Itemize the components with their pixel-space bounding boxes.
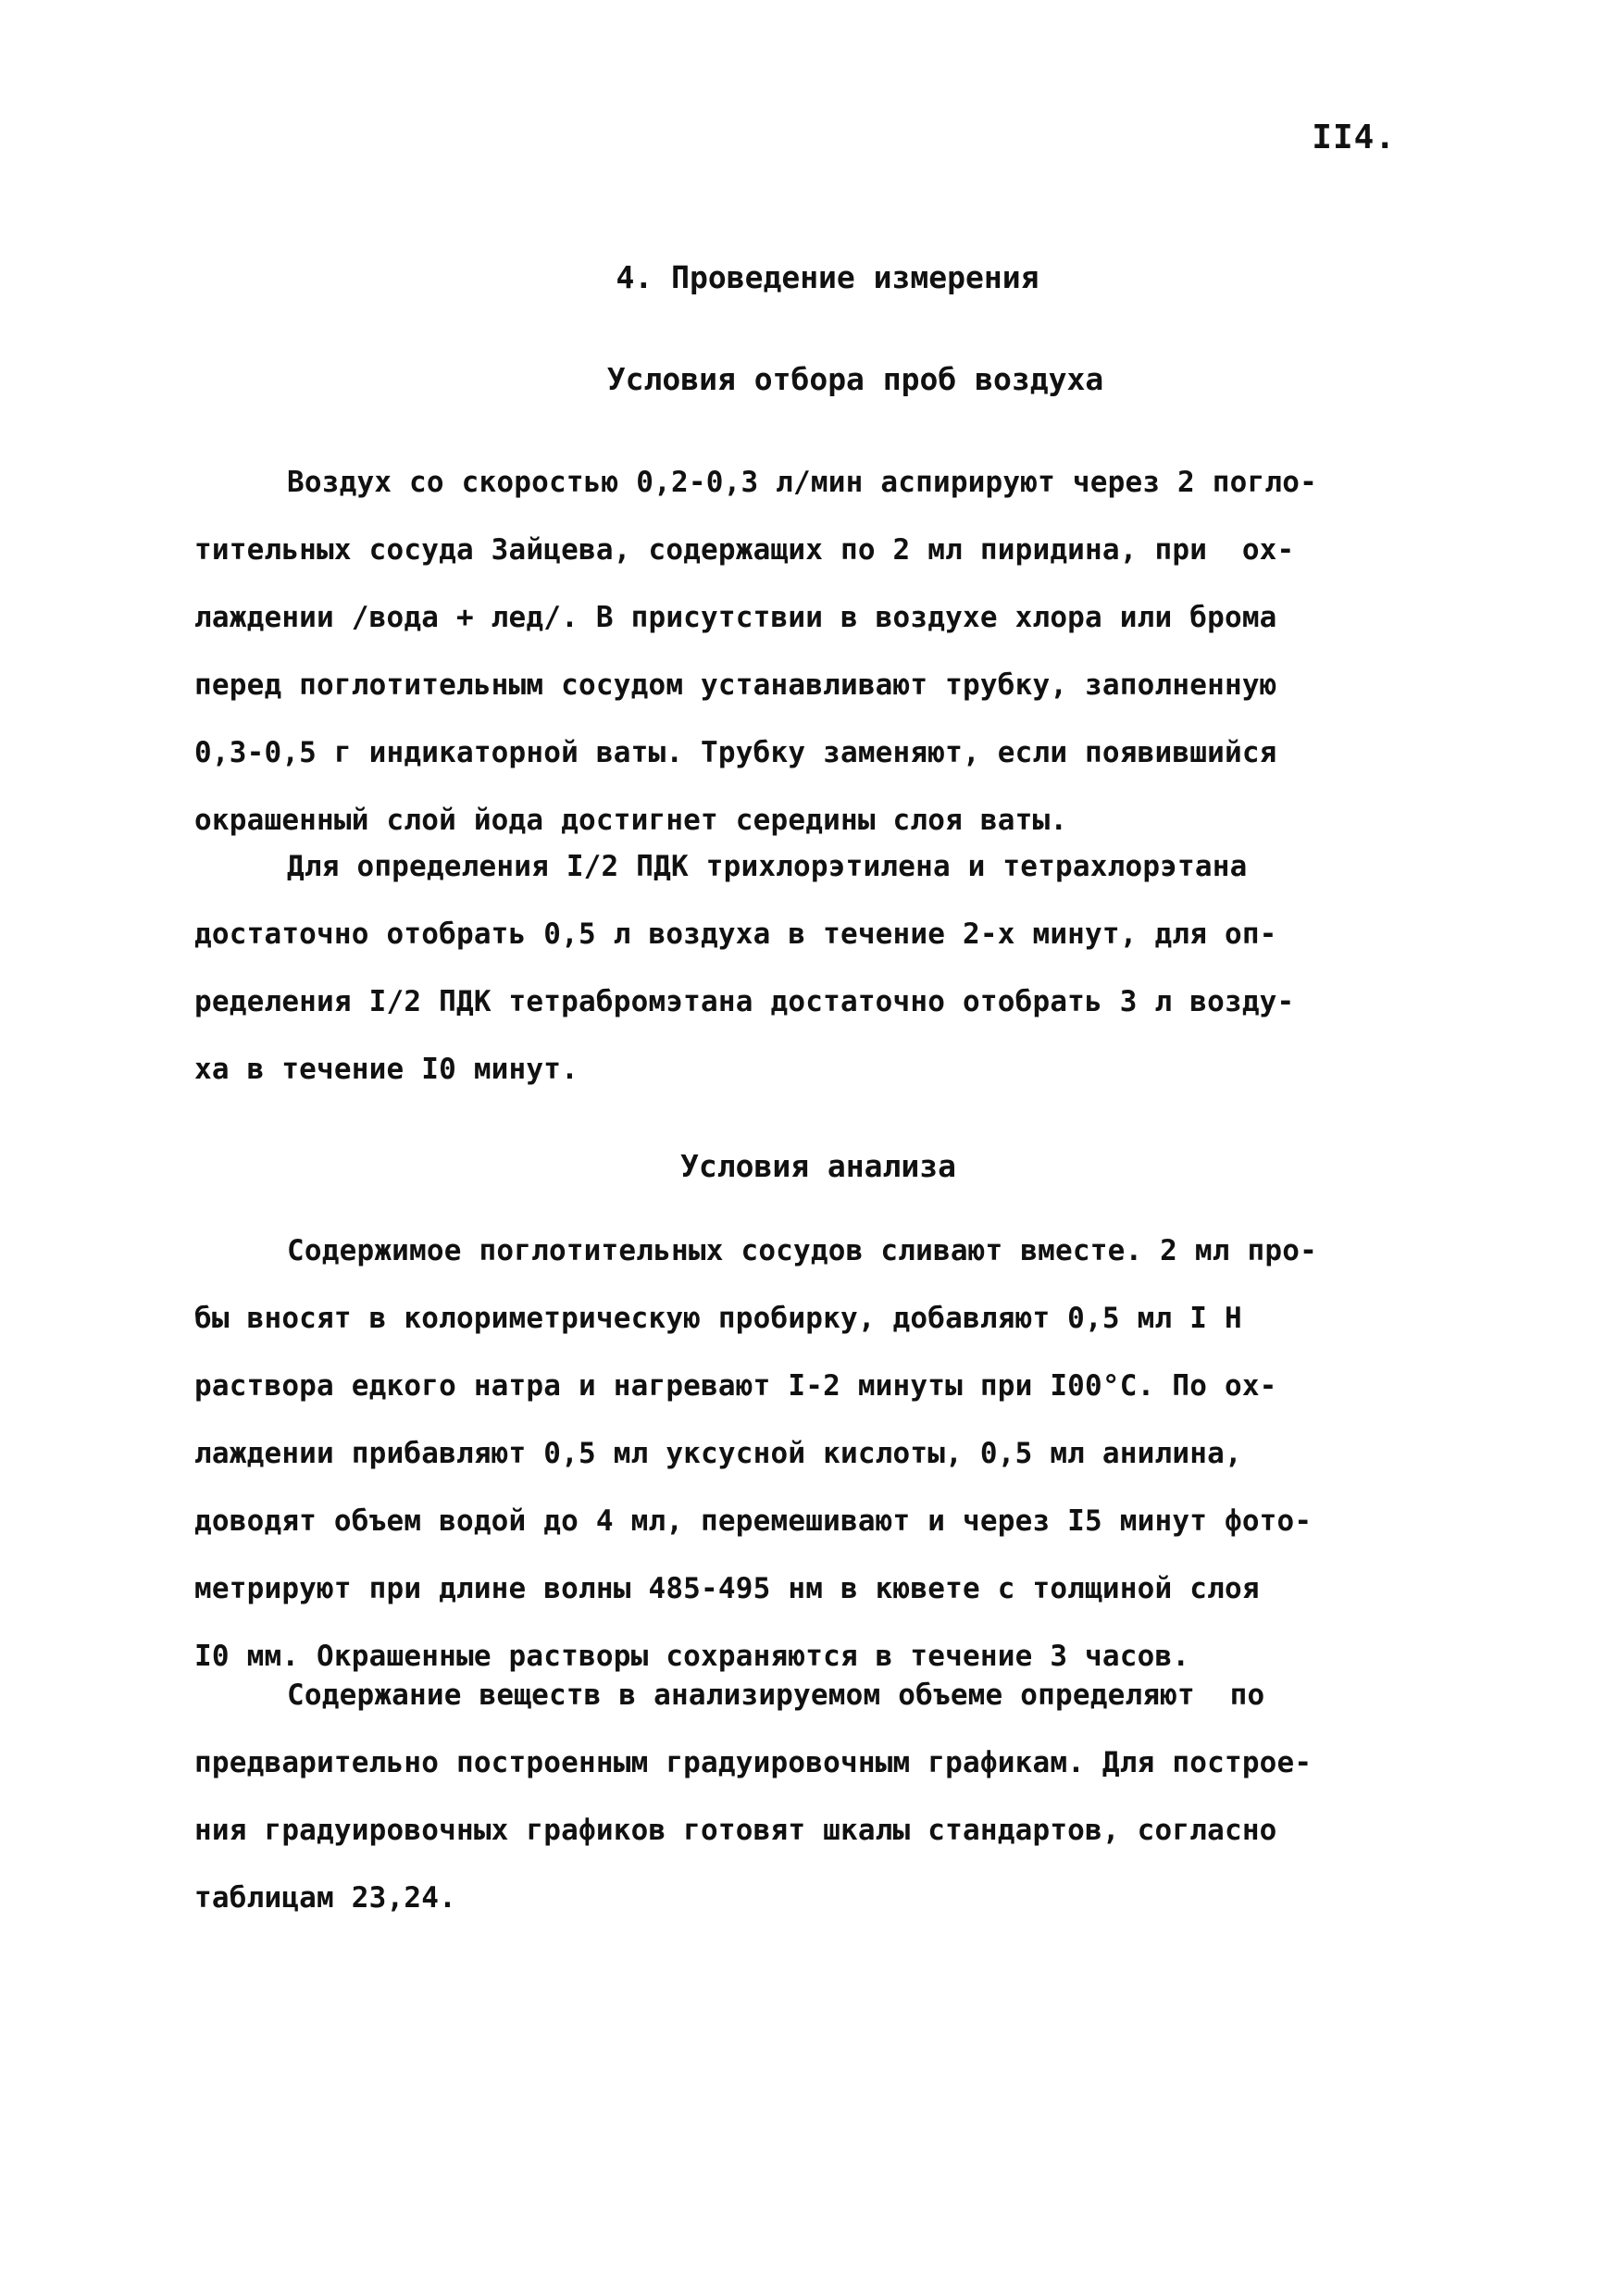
text-line: Для определения I/2 ПДК трихлорэтилена и тетрахлорэтана (287, 850, 1248, 883)
text-line: окрашенный слой йода достигнет середины слоя ваты. (194, 804, 1068, 837)
paragraph-sampling-volume (194, 833, 1462, 1104)
paragraph-sampling-procedure (194, 449, 1462, 855)
text-line: ределения I/2 ПДК тетрабромэтана достаточно отобрать 3 л возду- (194, 985, 1295, 1018)
text-line: доводят объем водой до 4 мл, перемешивают и через I5 минут фото- (194, 1504, 1313, 1538)
subheading-analysis-conditions: Условия анализа (679, 1148, 956, 1184)
text-line: I0 мм. Окрашенные растворы сохраняются в течение 3 часов. (194, 1640, 1190, 1673)
subheading-sampling-conditions: Условия отбора проб воздуха (606, 361, 1104, 397)
page-number: II4. (1312, 119, 1396, 156)
text-line: раствора едкого натра и нагревают I-2 минуты при I00°С. По ох- (194, 1369, 1277, 1403)
text-line: таблицам 23,24. (194, 1881, 456, 1915)
section-heading-measurement: 4. Проведение измерения (616, 259, 1039, 295)
text-line: ния градуировочных графиков готовят шкалы стандартов, согласно (194, 1814, 1277, 1847)
text-line: 0,3-0,5 г индикаторной ваты. Трубку заменяют, если появившийся (194, 736, 1277, 769)
text-line: Содержание веществ в анализируемом объеме определяют по (287, 1678, 1265, 1712)
text-line: Воздух со скоростью 0,2-0,3 л/мин аспирируют через 2 погло- (287, 466, 1317, 499)
text-line: ха в течение I0 минут. (194, 1053, 579, 1086)
text-line: достаточно отобрать 0,5 л воздуха в течение 2-х минут, для оп- (194, 917, 1277, 951)
paragraph-analysis-procedure (194, 1217, 1462, 1691)
text-line: перед поглотительным сосудом устанавливают трубку, заполненную (194, 668, 1277, 702)
text-line: тительных сосуда Зайцева, содержащих по 2 мл пиридина, при ох- (194, 533, 1295, 567)
text-line: предварительно построенным градуировочным графикам. Для построе- (194, 1746, 1313, 1779)
paragraph-calibration (194, 1662, 1462, 1932)
text-line: Содержимое поглотительных сосудов сливают вместе. 2 мл про- (287, 1234, 1317, 1267)
text-line: бы вносят в колориметрическую пробирку, добавляют 0,5 мл I Н (194, 1302, 1242, 1335)
text-line: лаждении прибавляют 0,5 мл уксусной кислоты, 0,5 мл анилина, (194, 1437, 1242, 1470)
text-line: лаждении /вода + лед/. В присутствии в воздухе хлора или брома (194, 601, 1277, 634)
text-line: метрируют при длине волны 485-495 нм в кювете с толщиной слоя (194, 1572, 1260, 1605)
